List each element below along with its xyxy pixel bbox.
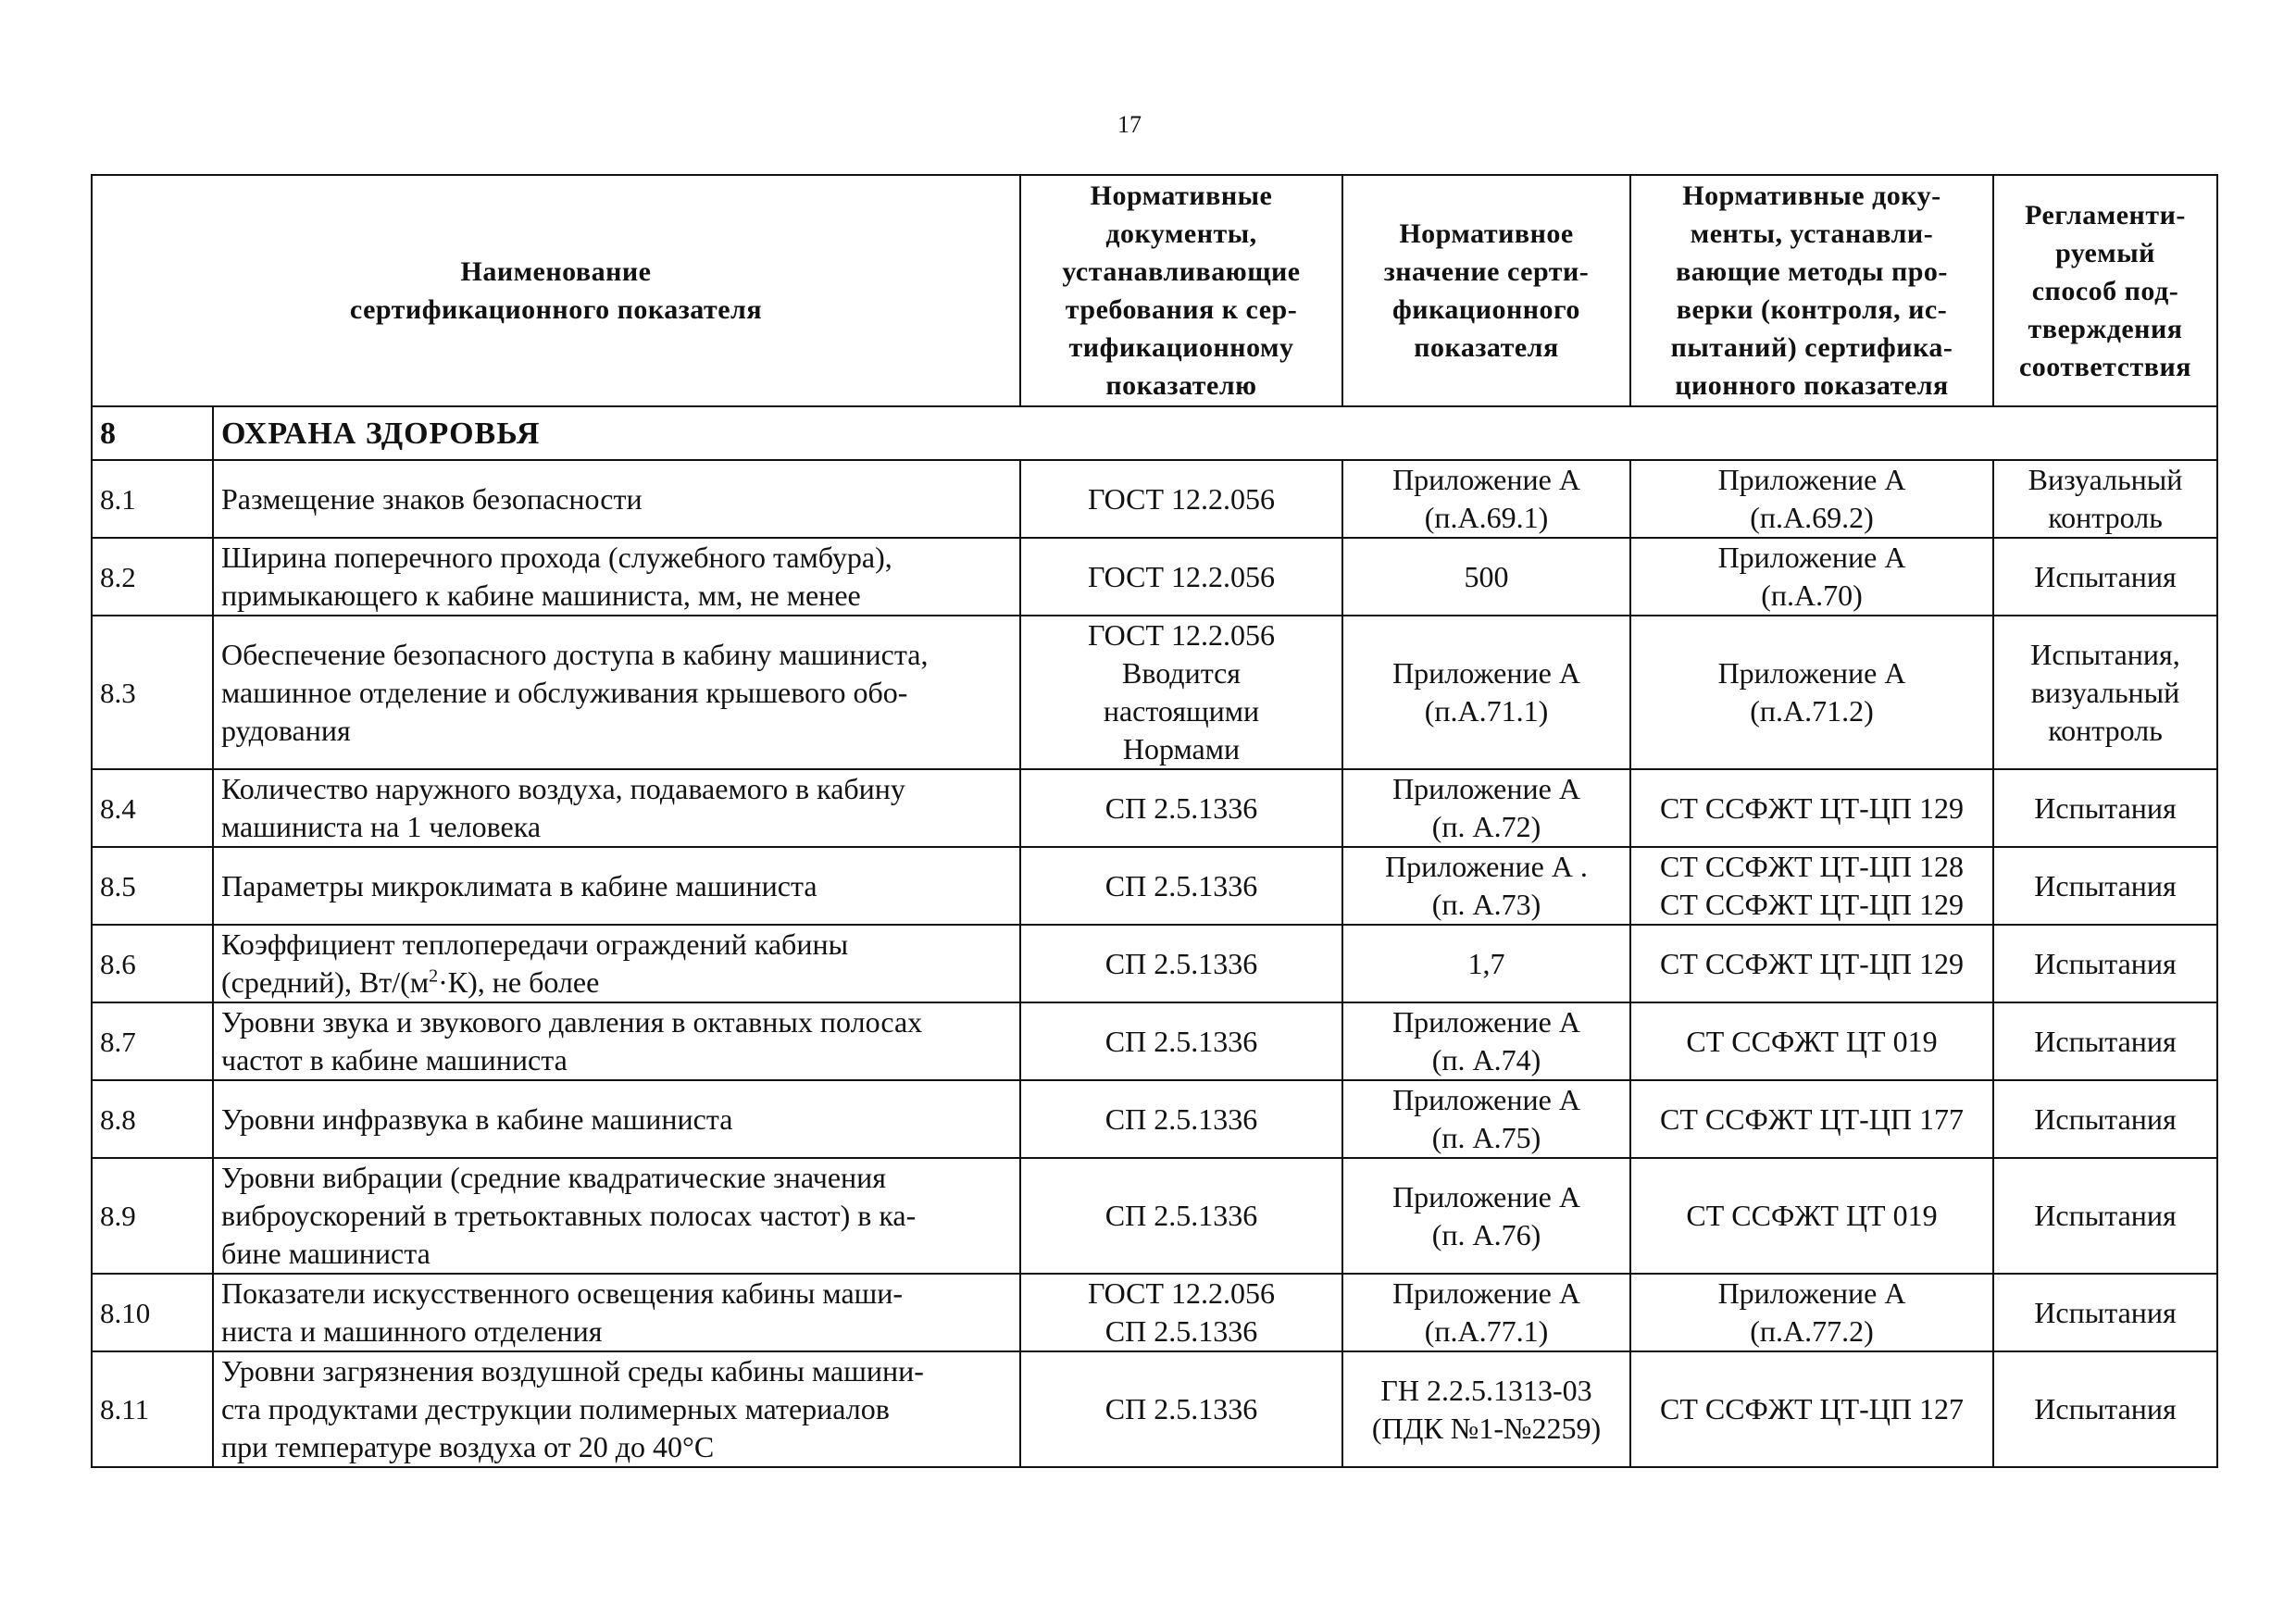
row-number: 8.8 [92,1080,213,1158]
indicator-name: Показатели искусственного освещения кабины маши- ниста и машинного отделения [213,1274,1020,1351]
norm-docs-cell: ГОСТ 12.2.056 Вводится настоящими Нормами [1020,616,1342,769]
confirm-cell: Испытания [1993,1080,2217,1158]
row-number: 8.1 [92,460,213,538]
confirm-cell: Испытания, визуальный контроль [1993,616,2217,769]
row-number: 8.6 [92,925,213,1002]
row-number: 8.3 [92,616,213,769]
methods-cell: СТ ССФЖТ ЦТ-ЦП 177 [1630,1080,1993,1158]
table-row [92,1080,2217,1158]
indicator-name: Количество наружного воздуха, подаваемого в кабину машиниста на 1 человека [213,769,1020,847]
table-row [92,1274,2217,1351]
methods-cell: СТ ССФЖТ ЦТ-ЦП 127 [1630,1351,1993,1467]
norm-docs-cell: СП 2.5.1336 [1020,925,1342,1002]
table-row [92,847,2217,925]
header-confirm: Регламенти- руемый способ под- тверждения соответствия [1993,175,2217,406]
indicator-name: Уровни вибрации (средние квадратические значения виброускорений в третьоктавных полосах частот) в ка- бине машиниста [213,1158,1020,1274]
header-name: Наименование сертификационного показателя [92,175,1020,406]
norm-value-cell: Приложение А (п.А.69.1) [1342,460,1630,538]
norm-docs-cell: СП 2.5.1336 [1020,1002,1342,1080]
table-row [92,460,2217,538]
confirm-cell: Испытания [1993,1274,2217,1351]
confirm-cell: Визуальный контроль [1993,460,2217,538]
methods-cell: СТ ССФЖТ ЦТ-ЦП 129 [1630,925,1993,1002]
norm-value-cell: Приложение А (п.А.77.1) [1342,1274,1630,1351]
indicator-name: Ширина поперечного прохода (служебного тамбура), примыкающего к кабине машиниста, мм, не менее [213,538,1020,616]
row-number: 8.9 [92,1158,213,1274]
section-row [92,406,2217,460]
indicator-name: Коэффициент теплопередачи ограждений кабины (средний), $Вт/(м^2\cdot К)$, не более [213,925,1020,1002]
methods-cell: Приложение А (п.А.71.2) [1630,616,1993,769]
norm-docs-cell: ГОСТ 12.2.056 [1020,538,1342,616]
confirm-cell: Испытания [1993,925,2217,1002]
norm-value-cell: Приложение А (п. А.75) [1342,1080,1630,1158]
header-row [92,175,2217,406]
methods-cell: Приложение А (п.А.69.2) [1630,460,1993,538]
superscript: 2 [429,965,439,987]
indicator-name: Уровни инфразвука в кабине машиниста [213,1080,1020,1158]
section-title: ОХРАНА ЗДОРОВЬЯ [213,406,2217,460]
norm-docs-cell: ГОСТ 12.2.056 [1020,460,1342,538]
methods-cell: Приложение А (п.А.70) [1630,538,1993,616]
row-number: 8.2 [92,538,213,616]
row-number: 8.4 [92,769,213,847]
norm-docs-cell: ГОСТ 12.2.056 СП 2.5.1336 [1020,1274,1342,1351]
row-number: 8.7 [92,1002,213,1080]
norm-docs-cell: СП 2.5.1336 [1020,847,1342,925]
confirm-cell: Испытания [1993,1351,2217,1467]
indicator-name: Параметры микроклимата в кабине машиниста [213,847,1020,925]
row-number: 8.10 [92,1274,213,1351]
norm-value-cell: ГН 2.2.5.1313-03 (ПДК №1-№2259) [1342,1351,1630,1467]
norm-value-cell: Приложение А . (п. А.73) [1342,847,1630,925]
norm-docs-cell: СП 2.5.1336 [1020,1158,1342,1274]
confirm-cell: Испытания [1993,538,2217,616]
norm-docs-cell: СП 2.5.1336 [1020,1351,1342,1467]
header-norm-docs: Нормативные документы, устанавливающие требования к сер- тификационному показателю [1020,175,1342,406]
table-row [92,616,2217,769]
indicator-name: Уровни загрязнения воздушной среды кабины машини- ста продуктами деструкции полимерных материалов при температуре воздуха от 20 до 40°С [213,1351,1020,1467]
norm-value-cell: Приложение А (п.А.71.1) [1342,616,1630,769]
table-row [92,1351,2217,1467]
section-number: 8 [92,406,213,460]
confirm-cell: Испытания [1993,1002,2217,1080]
indicator-name: Обеспечение безопасного доступа в кабину машиниста, машинное отделение и обслуживания крышевого обо- рудования [213,616,1020,769]
table-row [92,769,2217,847]
methods-cell: СТ ССФЖТ ЦТ 019 [1630,1158,1993,1274]
norm-value-cell: Приложение А (п. А.76) [1342,1158,1630,1274]
confirm-cell: Испытания [1993,1158,2217,1274]
methods-cell: СТ ССФЖТ ЦТ-ЦП 129 [1630,769,1993,847]
table-row [92,925,2217,1002]
page-number: 17 [1117,111,1142,138]
table-row [92,538,2217,616]
norm-value-cell: Приложение А (п. А.72) [1342,769,1630,847]
norm-docs-cell: СП 2.5.1336 [1020,769,1342,847]
row-number: 8.11 [92,1351,213,1467]
methods-cell: СТ ССФЖТ ЦТ-ЦП 128 СТ ССФЖТ ЦТ-ЦП 129 [1630,847,1993,925]
norm-value-cell: 500 [1342,538,1630,616]
table-row [92,1158,2217,1274]
norm-value-cell: Приложение А (п. А.74) [1342,1002,1630,1080]
norm-docs-cell: СП 2.5.1336 [1020,1080,1342,1158]
confirm-cell: Испытания [1993,769,2217,847]
header-methods: Нормативные доку- менты, устанавли- вающие методы про- верки (контроля, ис- пытаний) сертифика- ционного показателя [1630,175,1993,406]
methods-cell: Приложение А (п.А.77.2) [1630,1274,1993,1351]
confirm-cell: Испытания [1993,847,2217,925]
table-row [92,1002,2217,1080]
header-norm-value: Нормативное значение серти- фикационного показателя [1342,175,1630,406]
norm-value-cell: 1,7 [1342,925,1630,1002]
certification-table [91,174,2218,1468]
methods-cell: СТ ССФЖТ ЦТ 019 [1630,1002,1993,1080]
indicator-name: Размещение знаков безопасности [213,460,1020,538]
row-number: 8.5 [92,847,213,925]
indicator-name: Уровни звука и звукового давления в октавных полосах частот в кабине машиниста [213,1002,1020,1080]
